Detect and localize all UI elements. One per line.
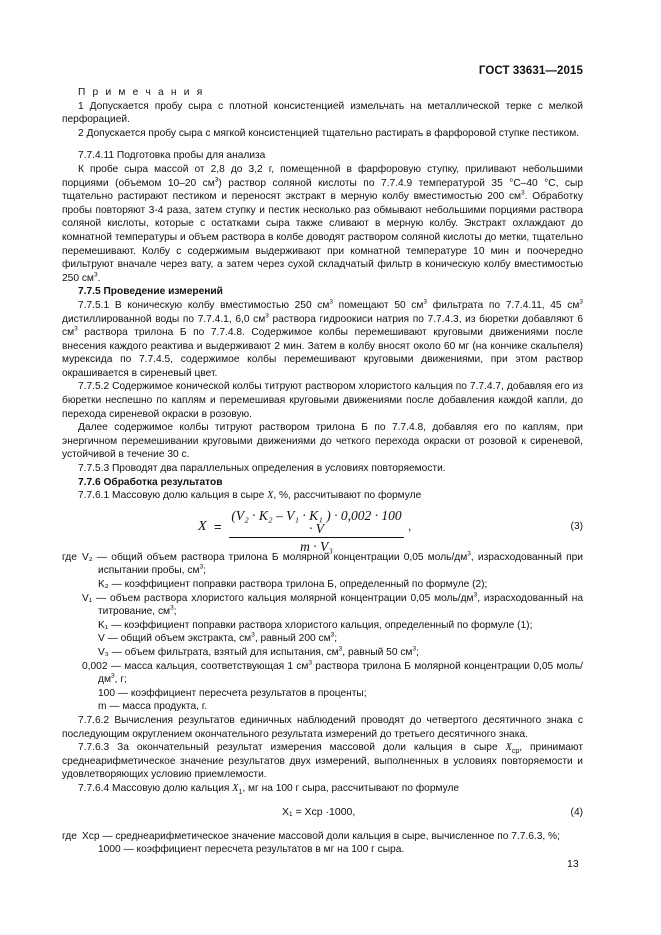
formula-4-legend <box>62 830 583 857</box>
section-7-7-6-3: 7.7.6.3 За окончательный результат измерения массовой доли кальция в сыре $X_{ср}$, принимают среднеарифметическое значение результатов двух измерений, выполненных в условиях повторяемости и удовлетворяющих условию приемлемости. <box>62 742 583 781</box>
def-1000: 1000 — коэффициент пересчета результатов в мг на 100 г сыра. <box>98 844 405 856</box>
formula-3-equals: = <box>214 518 222 534</box>
def-v2: V₂ — общий объем раствора трилона Б молярной концентрации 0,05 моль/$дм^3$, израсходованный при испытании пробы, $см^3$; <box>82 550 583 577</box>
section-7-7-4-11-title: 7.7.4.11 Подготовка пробы для анализа <box>78 150 266 162</box>
formula-4-text: X₁ = Xср ·1000, <box>282 805 356 818</box>
section-7-7-5-3: 7.7.5.3 Проводят два параллельных определения в условиях повторяемости. <box>78 463 446 475</box>
def-v: V — общий объем экстракта, $см^3$, равный 200 $см^3$; <box>98 631 338 645</box>
where-label: где <box>62 551 77 563</box>
section-7-7-4-11-text: К пробе сыра массой от 2,8 до 3,2 г, помещенной в фарфоровую ступку, приливают небольшими порциями (объемом 10–20 $см^3$) раствор соляной кислоты по 7.7.4.9 температурой 35 °С–40 °С, сыр тщательно растирают пестиком и переносят экстракт в мерную колбу вместимостью 200 $см^3$. Обработку пробы повторяют 3-4 раза, затем ступку и пестик несколько раз обмывают небольшими порциями раствора соляной кислоты, которые с остатками сыра также сливают в мерную колбу. Экстракт охлаждают до комнатной температуры и объем раствора в колбе доводят раствором соляной кислоты до метки, тщательно перемешивают. Колбу с содержимым выдерживают при комнатной температуре 10 мин и поочередно фильтруют вначале через вату, а затем через сухой складчатый фильтр в коническую колбу вместимостью 250 $см^3$. <box>62 163 583 284</box>
page-number: 13 <box>567 858 579 870</box>
def-100: 100 — коэффициент пересчета результатов в проценты; <box>98 687 367 699</box>
note-item-2: 2 Допускается пробу сыра с мягкой консистенцией тщательно растирать в фарфоровой ступке пестиком. <box>78 127 580 139</box>
def-xcp: Xср — среднеарифметическое значение массовой доли кальция в сыре, вычисленное по 7.7.6.3, %; <box>82 830 560 842</box>
formula-4 <box>62 802 583 824</box>
def-v1: V₁ — объем раствора хлористого кальция молярной концентрации 0,05 моль/$дм^3$, израсходованный на титрование, $см^3$; <box>82 591 583 618</box>
formula-3-fraction <box>229 509 404 554</box>
formula-3-lhs: X <box>198 518 207 534</box>
section-7-7-6-1: 7.7.6.1 Массовую долю кальция в сыре X, %, рассчитывают по формуле <box>78 490 422 502</box>
section-7-7-6-2: 7.7.6.2 Вычисления результатов единичных наблюдений проводят до четвертого десятичного знака с последующим округлением окончательного результата измерений до третьего десятичного знака. <box>62 714 583 740</box>
def-m: m — масса продукта, г. <box>98 701 208 713</box>
body-text <box>62 86 583 857</box>
section-7-7-6-title: 7.7.6 Обработка результатов <box>78 476 223 488</box>
formula-3-legend <box>62 551 583 714</box>
formula-3-comma: , <box>408 518 412 533</box>
section-7-7-6-4: 7.7.6.4 Массовую долю кальция $X_1$, мг на 100 г сыра, рассчитывают по формуле <box>78 782 460 796</box>
section-7-7-5-1: 7.7.5.1 В коническую колбу вместимостью 250 $см^3$ помещают 50 $см^3$ фильтрата по 7.7.4.11, 45 $см^3$ дистиллированной воды по 7.7.4.1, 6,0 $см^3$ раствора гидроокиси натрия по 7.7.4.3, из бюретки добавляют 6 $см^3$ раствора трилона Б по 7.7.4.8. Содержимое колбы перемешивают круговыми движениями после внесения каждого реактива и выдерживают 2 мин. Затем в колбу вносят около 60 мг (на кончике скальпеля) мурексида по 7.7.4.5, содержимое колбы перемешивают круговыми движениями, при этом раствор окрашивается в сиреневый цвет. <box>62 298 584 379</box>
note-item-1: 1 Допускается пробу сыра с плотной консистенцией измельчать на металлической терке с мелкой перфорацией. <box>62 100 583 126</box>
standard-number: ГОСТ 33631—2015 <box>478 65 583 77</box>
where-label-2: где <box>62 830 77 842</box>
def-0002: 0,002 — масса кальция, соответствующая 1 $см^3$ раствора трилона Б молярной концентрации 0,05 моль/$дм^3$, г; <box>82 659 583 686</box>
section-7-7-5-2: 7.7.5.2 Содержимое конической колбы титруют раствором хлористого кальция по 7.7.4.7, добавляя его из бюретки неспешно по каплям и перемешивая круговыми движениями после добавления каждой капли, до перехода сиреневой окраски в розовую. <box>62 381 583 420</box>
def-k2: K₂ — коэффициент поправки раствора трилона Б, определенный по формуле (2); <box>98 579 488 590</box>
formula-3 <box>62 507 583 554</box>
def-k1: K₁ — коэффициент поправки раствора хлористого кальция, определенный по формуле (1); <box>98 619 533 631</box>
def-v3: V₃ — объем фильтрата, взятый для испытания, $см^3$, равный 50 $см^3$; <box>98 645 419 658</box>
section-7-7-5-2-cont: Далее содержимое колбы титруют раствором трилона Б по 7.7.4.8, добавляя его по каплям, при энергичном перемешивании круговыми движениями до четкого перехода окраски от розовой к сиреневой, устойчивой в течение 30 с. <box>62 422 583 461</box>
note-heading: П р и м е ч а н и я <box>78 87 205 98</box>
formula-4-number: (4) <box>570 806 583 818</box>
formula-3-numerator: (V₂ · K₂ – V₁ · K₁ ) · 0,002 · 100 · V <box>229 509 404 538</box>
section-7-7-5-title: 7.7.5 Проведение измерений <box>78 286 223 298</box>
formula-3-denominator: m · V₃ <box>300 539 333 554</box>
formula-3-number: (3) <box>570 520 583 532</box>
